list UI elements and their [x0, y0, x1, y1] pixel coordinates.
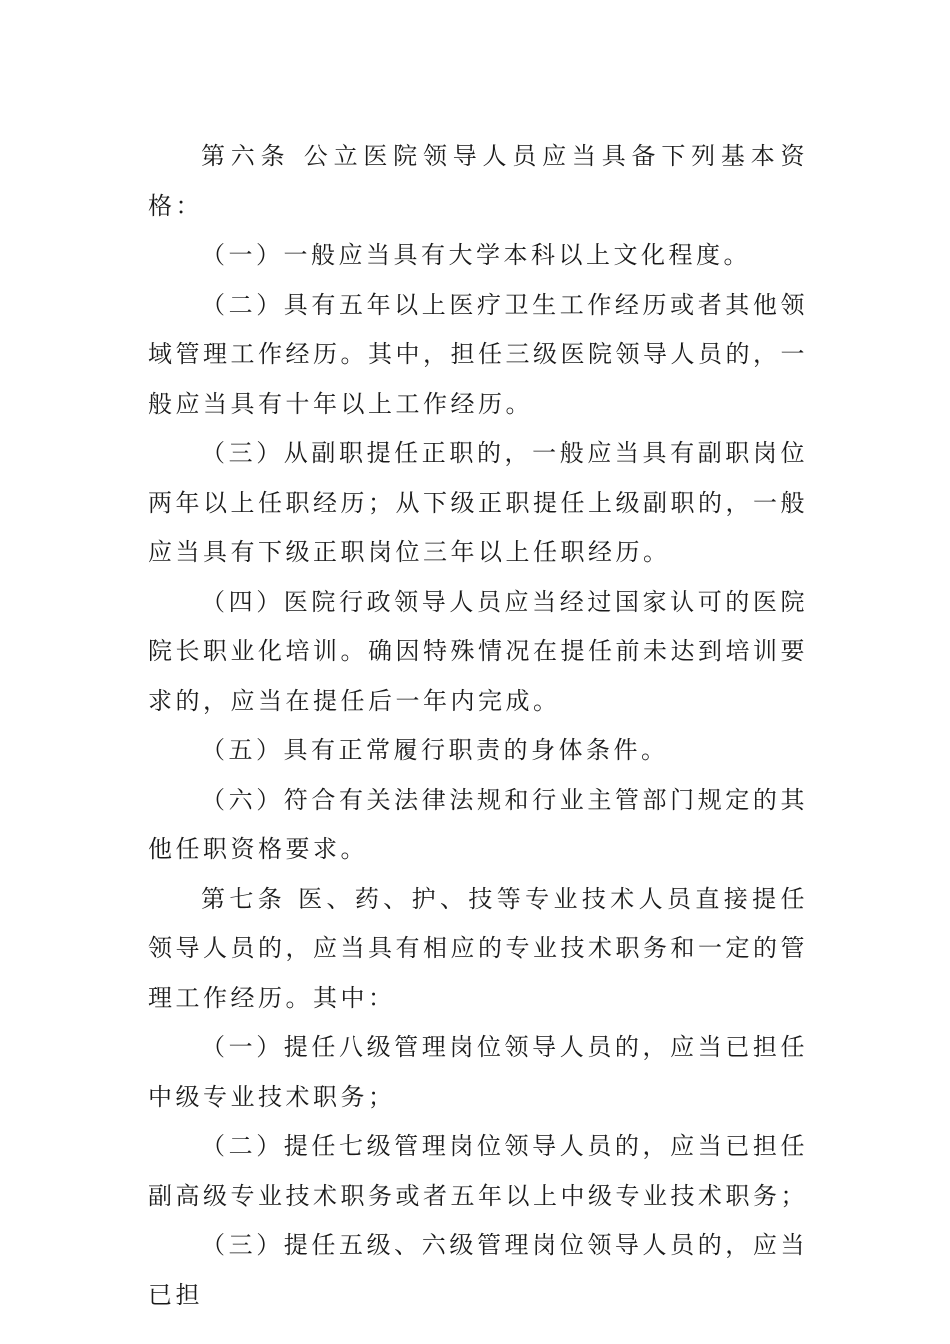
article-6-heading: 第六条 公立医院领导人员应当具备下列基本资格： — [148, 142, 808, 220]
article-6-item-5: （五）具有正常履行职责的身体条件。 — [201, 736, 669, 764]
article-7-item-3: （三）提任五级、六级管理岗位领导人员的，应当已担 — [148, 1231, 808, 1309]
article-6-item-4: （四）医院行政领导人员应当经过国家认可的医院院长职业化培训。确因特殊情况在提任前未达到培训要求的，应当在提任后一年内完成。 — [148, 587, 808, 715]
article-7-item-2: （二）提任七级管理岗位领导人员的，应当已担任副高级专业技术职务或者五年以上中级专业技术职务； — [148, 1132, 808, 1210]
article-6-item-3: （三）从副职提任正职的，一般应当具有副职岗位两年以上任职经历；从下级正职提任上级副职的，一般应当具有下级正职岗位三年以上任职经历。 — [148, 439, 808, 566]
article-7-item-1: （一）提任八级管理岗位领导人员的，应当已担任中级专业技术职务； — [148, 1033, 808, 1111]
article-6-item-6: （六）符合有关法律法规和行业主管部门规定的其他任职资格要求。 — [148, 785, 808, 863]
article-7-heading: 第七条 医、药、护、技等专业技术人员直接提任领导人员的，应当具有相应的专业技术职务和一定的管理工作经历。其中： — [148, 884, 808, 1012]
article-6-item-2: （二）具有五年以上医疗卫生工作经历或者其他领域管理工作经历。其中，担任三级医院领导人员的，一般应当具有十年以上工作经历。 — [148, 290, 808, 418]
document-body — [148, 132, 808, 1320]
article-6-item-1: （一）一般应当具有大学本科以上文化程度。 — [201, 241, 751, 269]
